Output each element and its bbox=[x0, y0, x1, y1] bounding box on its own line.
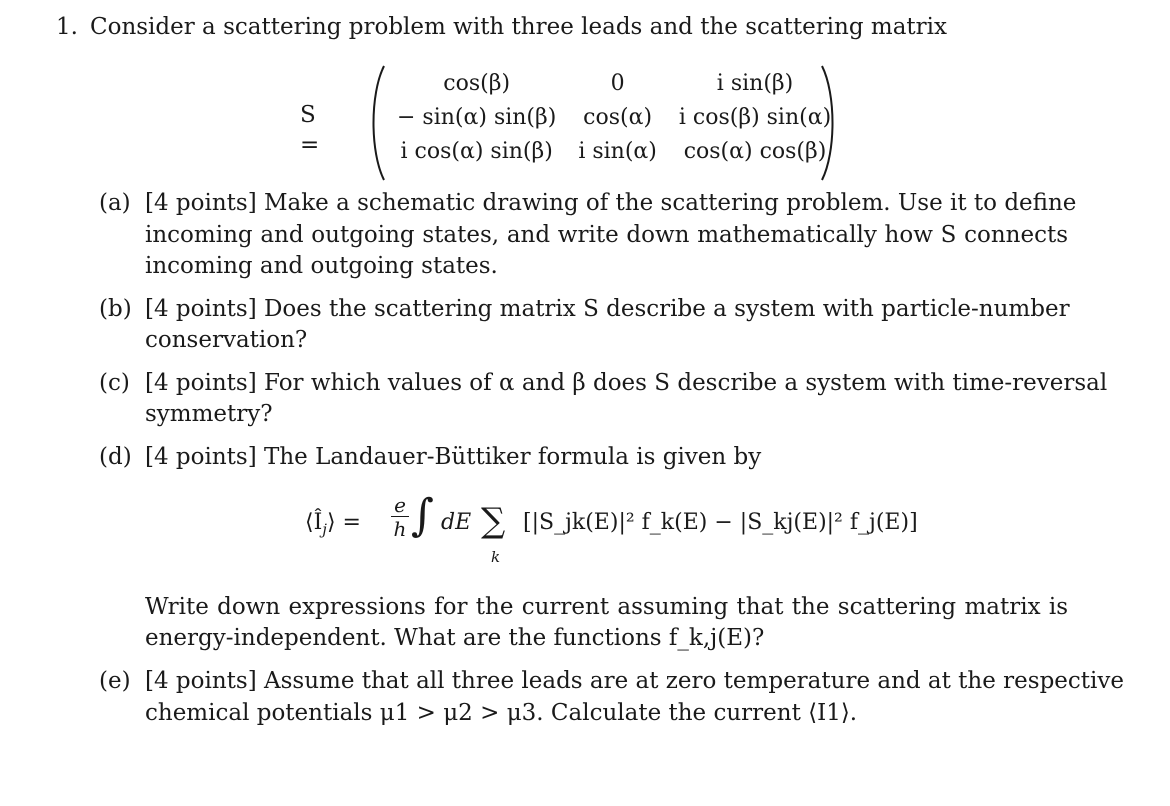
matrix-cell: 0 bbox=[610, 70, 625, 96]
part-e-line: chemical potentials μ1 > μ2 > μ3. Calculate the current ⟨I1⟩. bbox=[145, 700, 858, 726]
sum-symbol: ∑ bbox=[481, 501, 506, 541]
problem-number: 1. bbox=[56, 14, 78, 40]
part-b-label: (b) bbox=[99, 296, 132, 322]
part-e-line: [4 points] Assume that all three leads are at zero temperature and at the respective bbox=[145, 668, 1124, 694]
part-e-label: (e) bbox=[99, 668, 131, 694]
formula-fraction: e h bbox=[391, 494, 409, 541]
part-d-line: [4 points] The Landauer-Büttiker formula is given by bbox=[145, 444, 762, 470]
formula-body: [|S_jk(E)|² f_k(E) − |S_kj(E)|² f_j(E)] bbox=[523, 510, 918, 535]
part-d-after-line: energy-independent. What are the functions f_k,j(E)? bbox=[145, 625, 765, 651]
part-c-line: symmetry? bbox=[145, 401, 273, 427]
left-paren-icon bbox=[368, 64, 386, 182]
part-a-line: [4 points] Make a schematic drawing of the scattering problem. Use it to define bbox=[145, 190, 1077, 216]
integral-symbol: ∫ bbox=[411, 490, 434, 541]
part-b-line: conservation? bbox=[145, 327, 308, 353]
part-a-line: incoming and outgoing states. bbox=[145, 253, 498, 279]
part-b-line: [4 points] Does the scattering matrix S describe a system with particle-number bbox=[145, 296, 1070, 322]
part-d-label: (d) bbox=[99, 444, 132, 470]
part-a-line: incoming and outgoing states, and write down mathematically how S connects bbox=[145, 222, 1068, 248]
matrix-cell: cos(α) cos(β) bbox=[683, 138, 827, 164]
matrix-row bbox=[386, 134, 842, 168]
matrix-cell: i sin(β) bbox=[716, 70, 794, 96]
matrix-cell: cos(α) bbox=[583, 104, 653, 130]
matrix-cell: − sin(α) sin(β) bbox=[397, 104, 557, 130]
matrix-cell: i cos(α) sin(β) bbox=[400, 138, 553, 164]
right-paren-icon bbox=[820, 64, 838, 182]
matrix-row bbox=[386, 100, 842, 134]
matrix-row bbox=[386, 66, 842, 100]
formula-de: dE bbox=[441, 510, 472, 535]
matrix-label: S = bbox=[300, 102, 320, 158]
sum-subscript: k bbox=[491, 548, 501, 566]
part-c-label: (c) bbox=[99, 370, 130, 396]
part-a-label: (a) bbox=[99, 190, 131, 216]
matrix-table bbox=[386, 66, 842, 168]
part-c-line: [4 points] For which values of α and β does S describe a system with time-reversal bbox=[145, 370, 1108, 396]
part-d-after-line: Write down expressions for the current assuming that the scattering matrix is bbox=[145, 594, 1068, 620]
matrix-cell: i cos(β) sin(α) bbox=[678, 104, 832, 130]
matrix-cell: cos(β) bbox=[443, 70, 511, 96]
formula-lhs: $⟨Î_j⟩$ = bbox=[305, 510, 361, 539]
matrix-cell: i sin(α) bbox=[578, 138, 657, 164]
problem-intro: Consider a scattering problem with three leads and the scattering matrix bbox=[90, 14, 947, 40]
